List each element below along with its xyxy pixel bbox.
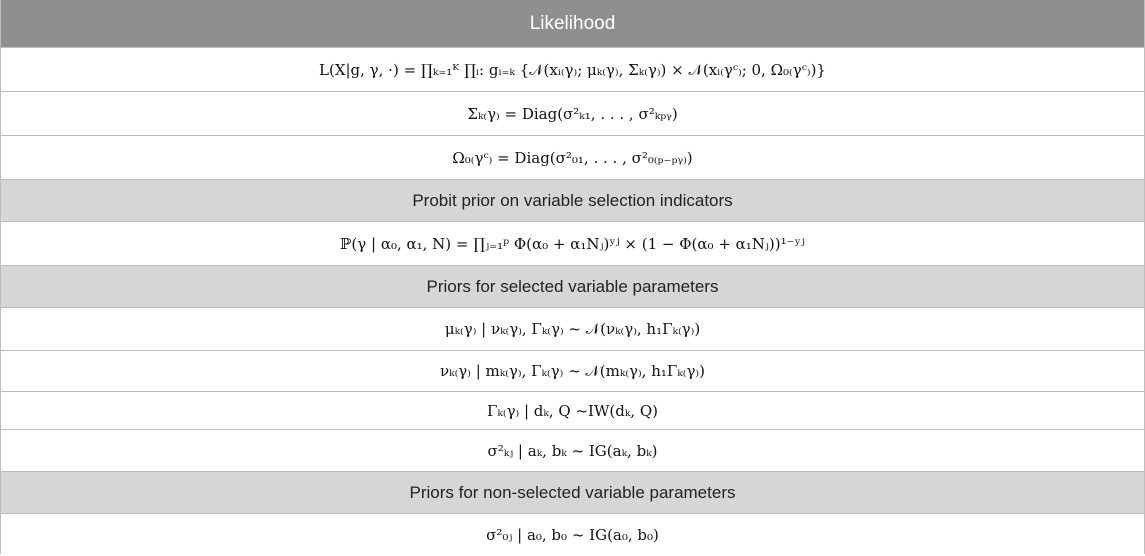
likelihood-formula: L(X|g, γ, ·) = ∏ₖ₌₁ᴷ ∏ᵢ: gᵢ₌ₖ {𝒩(xᵢ₍γ₎; μₖ₍γ₎, Σₖ₍γ₎) × 𝒩(xᵢ₍γᶜ₎; 0, Ω₀₍γᶜ₎)} [1, 48, 1144, 92]
section-nonselected-priors: Priors for non-selected variable parameters [1, 472, 1144, 514]
omega-definition: Ω₀₍γᶜ₎ = Diag(σ²₀₁, . . . , σ²₀₍ₚ₋ₚᵧ₎) [1, 136, 1144, 180]
sigma-definition: Σₖ₍γ₎ = Diag(σ²ₖ₁, . . . , σ²ₖₚᵧ) [1, 92, 1144, 136]
sigma-0j-prior-formula: σ²₀ⱼ | a₀, b₀ ~ IG(a₀, b₀) [1, 514, 1144, 556]
probit-prior-formula: ℙ(γ | α₀, α₁, N) = ∏ⱼ₌₁ᵖ Φ(α₀ + α₁Nⱼ)ʸʲ × (1 − Φ(α₀ + α₁Nⱼ))¹⁻ʸʲ [1, 222, 1144, 266]
mu-prior-formula: μₖ₍γ₎ | νₖ₍γ₎, Γₖ₍γ₎ ~ 𝒩(νₖ₍γ₎, h₁Γₖ₍γ₎) [1, 308, 1144, 351]
sigma-kj-prior-formula: σ²ₖⱼ | aₖ, bₖ ~ IG(aₖ, bₖ) [1, 430, 1144, 472]
section-probit-prior: Probit prior on variable selection indicators [1, 180, 1144, 222]
gamma-prior-formula: Γₖ₍γ₎ | dₖ, Q ~IW(dₖ, Q) [1, 392, 1144, 430]
section-selected-priors: Priors for selected variable parameters [1, 266, 1144, 308]
nu-prior-formula: νₖ₍γ₎ | mₖ₍γ₎, Γₖ₍γ₎ ~ 𝒩(mₖ₍γ₎, h₁Γₖ₍γ₎) [1, 351, 1144, 392]
table-header-likelihood: Likelihood [1, 0, 1144, 48]
